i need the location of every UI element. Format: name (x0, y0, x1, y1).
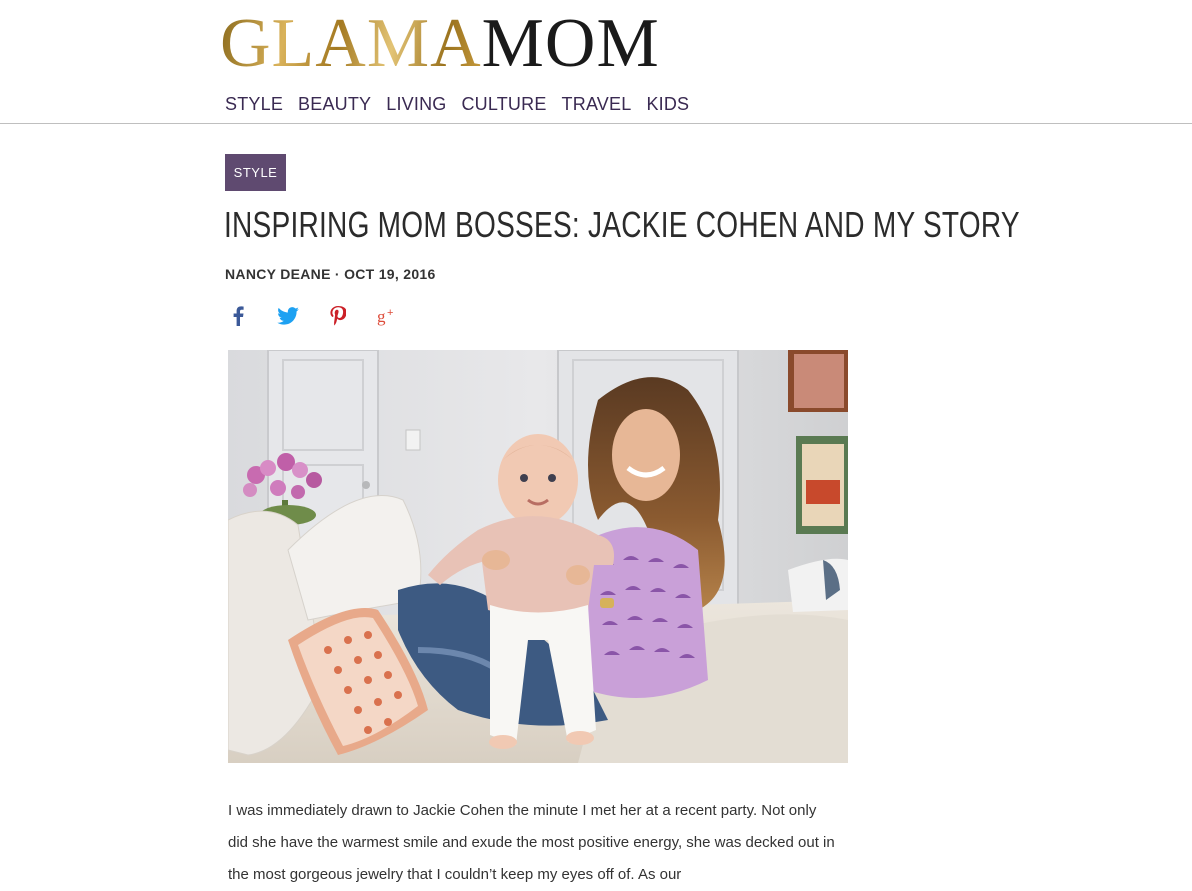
article-byline: NANCY DEANE · OCT 19, 2016 (225, 266, 436, 282)
site-logo[interactable] (220, 4, 660, 84)
svg-text:+: + (387, 307, 394, 319)
article-paragraph: I was immediately drawn to Jackie Cohen the minute I met her at a recent party. Not only did she have the warmest smile and exude the most positive energy, she was decked out in the most gorgeous jewelry that I couldn’t keep my eyes off of. As our (228, 802, 835, 883)
site-header (0, 0, 1192, 124)
nav-item-kids[interactable]: KIDS (646, 94, 690, 114)
svg-text:g: g (377, 307, 386, 326)
mother-and-baby-photo (228, 350, 848, 763)
twitter-icon[interactable] (275, 302, 301, 330)
logo-glama-text: GLAMA (220, 5, 482, 82)
article-hero-image (228, 350, 848, 763)
article-body (228, 795, 838, 891)
category-tag[interactable]: STYLE (225, 154, 286, 191)
nav-item-living[interactable]: LIVING (386, 94, 447, 114)
main-nav (225, 93, 689, 115)
article-title: INSPIRING MOM BOSSES: JACKIE COHEN AND MY STORY (224, 204, 1020, 245)
logo-mom-text: MOM (481, 5, 660, 82)
nav-item-culture[interactable]: CULTURE (461, 94, 547, 114)
google-plus-icon[interactable] (375, 302, 401, 330)
nav-item-style[interactable]: STYLE (225, 94, 284, 114)
facebook-icon[interactable] (225, 302, 251, 330)
pinterest-icon[interactable] (325, 302, 351, 330)
nav-item-beauty[interactable]: BEAUTY (298, 94, 372, 114)
nav-item-travel[interactable]: TRAVEL (561, 94, 632, 114)
